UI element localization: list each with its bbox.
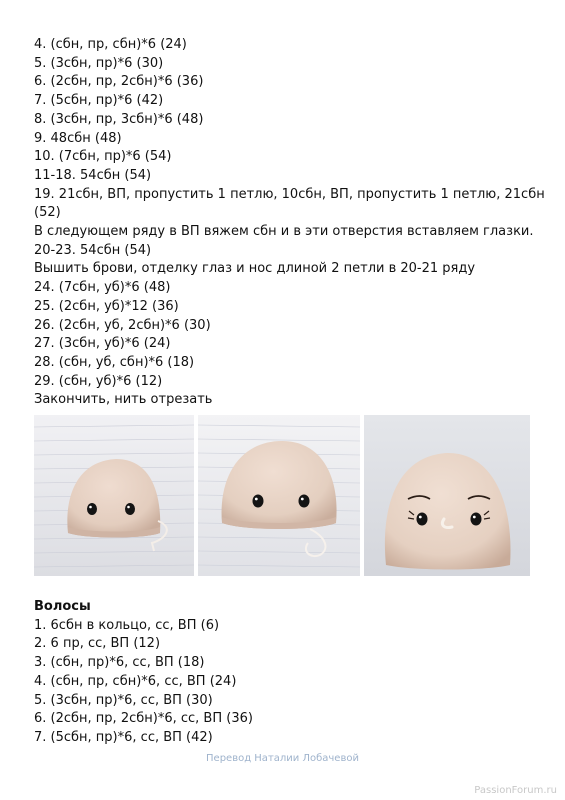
- row-line: 19. 21сбн, ВП, пропустить 1 петлю, 10сбн, ВП, пропустить 1 петлю, 21сбн: [34, 186, 545, 202]
- hair-section: [34, 598, 544, 748]
- note-line: В следующем ряду в ВП вяжем сбн и в эти отверстия вставляем глазки.: [34, 224, 534, 240]
- pattern-rows-head: [34, 36, 544, 410]
- row-line: 11-18. 54сбн (54): [34, 167, 152, 183]
- row-line: (52): [34, 205, 61, 221]
- row-line: 25. (2сбн, уб)*12 (36): [34, 298, 179, 314]
- section-title-hair: Волосы: [34, 599, 91, 614]
- note-line: Закончить, нить отрезать: [34, 392, 213, 408]
- photo-head-embroidered: [364, 415, 530, 576]
- row-line: 29. (сбн, уб)*6 (12): [34, 373, 163, 389]
- hair-row-line: 4. (сбн, пр, сбн)*6, сс, ВП (24): [34, 673, 237, 689]
- row-line: 4. (сбн, пр, сбн)*6 (24): [34, 37, 187, 52]
- row-line: 26. (2сбн, уб, 2сбн)*6 (30): [34, 317, 211, 333]
- row-line: 5. (3сбн, пр)*6 (30): [34, 55, 164, 71]
- row-line: 9. 48сбн (48): [34, 130, 122, 146]
- hair-row-line: 3. (сбн, пр)*6, сс, ВП (18): [34, 655, 205, 671]
- note-line: Вышить брови, отделку глаз и нос длиной 2 петли в 20-21 ряду: [34, 261, 476, 277]
- hair-row-line: 6. (2сбн, пр, 2сбн)*6, сс, ВП (36): [34, 711, 253, 727]
- row-line: 28. (сбн, уб, сбн)*6 (18): [34, 354, 195, 370]
- photo-head-front-2: [198, 415, 360, 576]
- hair-row-line: 2. 6 пр, сс, ВП (12): [34, 636, 161, 652]
- hair-row-line: 7. (5сбн, пр)*6, сс, ВП (42): [34, 729, 213, 745]
- translator-credit: Перевод Наталии Лобачевой: [206, 753, 359, 764]
- row-line: 10. (7сбн, пр)*6 (54): [34, 149, 172, 165]
- hair-row-line: 1. 6сбн в кольцо, сс, ВП (6): [34, 617, 220, 633]
- row-line: 20-23. 54сбн (54): [34, 242, 152, 258]
- site-watermark: PassionForum.ru: [474, 785, 557, 796]
- photo-strip: [34, 415, 530, 576]
- row-line: 27. (3сбн, уб)*6 (24): [34, 336, 171, 352]
- row-line: 7. (5сбн, пр)*6 (42): [34, 93, 164, 109]
- row-line: 6. (2сбн, пр, 2сбн)*6 (36): [34, 74, 204, 90]
- row-line: 24. (7сбн, уб)*6 (48): [34, 280, 171, 296]
- row-line: 8. (3сбн, пр, 3сбн)*6 (48): [34, 111, 204, 127]
- hair-row-line: 5. (3сбн, пр)*6, сс, ВП (30): [34, 692, 213, 708]
- photo-head-front-1: [34, 415, 194, 576]
